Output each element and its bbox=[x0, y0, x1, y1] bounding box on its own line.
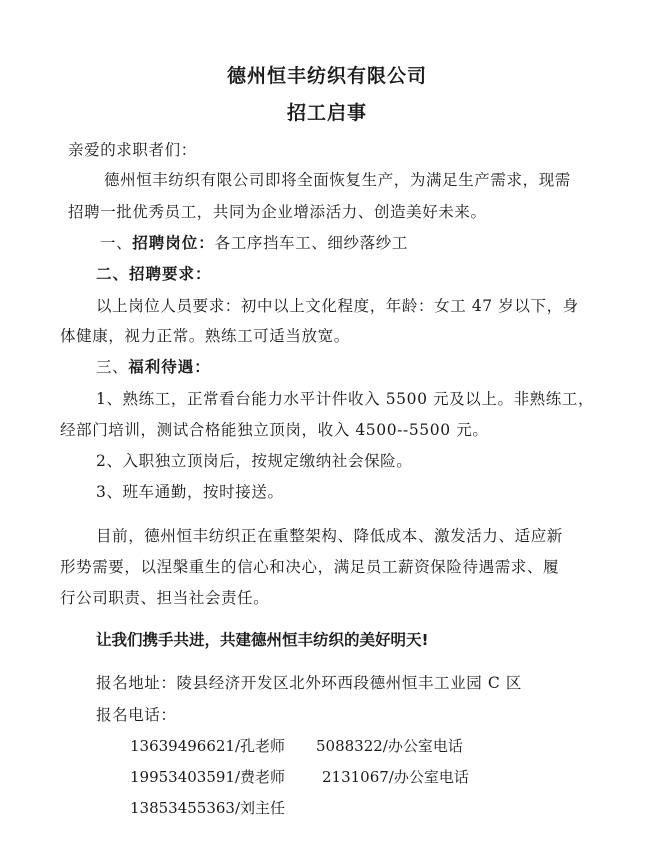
contact-row bbox=[130, 766, 469, 787]
benefit-3: 3、班车通勤，按时接送。 bbox=[96, 483, 284, 501]
section-2-line-1: 以上岗位人员要求：初中以上文化程度，年龄：女工 47 岁以下，身 bbox=[96, 297, 579, 315]
section-2-heading: 二、招聘要求： bbox=[96, 265, 212, 283]
contact-office: 2131067/办公室电话 bbox=[322, 768, 469, 786]
contact-mobile: 13639496621/孔老师 bbox=[130, 737, 286, 755]
intro-line-2: 招聘一批优秀员工，共同为企业增添活力、创造美好未来。 bbox=[68, 203, 487, 221]
section-3 bbox=[96, 355, 211, 377]
benefit-1-line-1: 1、熟练工，正常看台能力水平计件收入 5500 元及以上。非熟练工， bbox=[96, 390, 595, 408]
intro-line-1: 德州恒丰纺织有限公司即将全面恢复生产，为满足生产需求，现需 bbox=[104, 171, 571, 189]
section-2-line-2: 体健康，视力正常。熟练工可适当放宽。 bbox=[60, 327, 350, 345]
notice-title: 招工启事 bbox=[286, 102, 367, 124]
closing-line-3: 行公司职责、担当社会责任。 bbox=[60, 589, 270, 607]
contact-mobile: 13853455363/刘主任 bbox=[130, 799, 286, 817]
contact-row bbox=[130, 797, 285, 818]
benefit-1-line-2: 经部门培训，测试合格能独立顶岗，收入 4500--5500 元。 bbox=[60, 421, 489, 439]
closing-line-1: 目前，德州恒丰纺织正在重整架构、降低成本、激发活力、适应新 bbox=[96, 527, 563, 545]
section-1-body: 各工序挡车工、细纱落纱工 bbox=[214, 234, 408, 252]
section-1-heading: 招聘岗位： bbox=[132, 234, 215, 252]
contact-row bbox=[130, 735, 463, 756]
section-3-prefix: 三、 bbox=[96, 358, 129, 376]
closing-line-2: 形势需要，以涅槃重生的信心和决心，满足员工薪资保险待遇需求、履 bbox=[60, 558, 560, 576]
registration-address: 报名地址：陵县经济开发区北外环西段德州恒丰工业园 C 区 bbox=[96, 674, 523, 692]
section-1 bbox=[100, 231, 408, 253]
contact-office: 5088322/办公室电话 bbox=[316, 737, 463, 755]
registration-phone-label: 报名电话： bbox=[96, 706, 177, 724]
slogan: 让我们携手共进，共建德州恒丰纺织的美好明天! bbox=[96, 631, 429, 649]
section-3-heading: 福利待遇： bbox=[128, 358, 211, 376]
section-1-prefix: 一、 bbox=[100, 234, 133, 252]
greeting: 亲爱的求职者们： bbox=[68, 141, 197, 159]
company-title: 德州恒丰纺织有限公司 bbox=[226, 65, 427, 87]
contact-mobile: 19953403591/费老师 bbox=[130, 768, 286, 786]
benefit-2: 2、入职独立顶岗后，按规定缴纳社会保险。 bbox=[96, 452, 413, 470]
